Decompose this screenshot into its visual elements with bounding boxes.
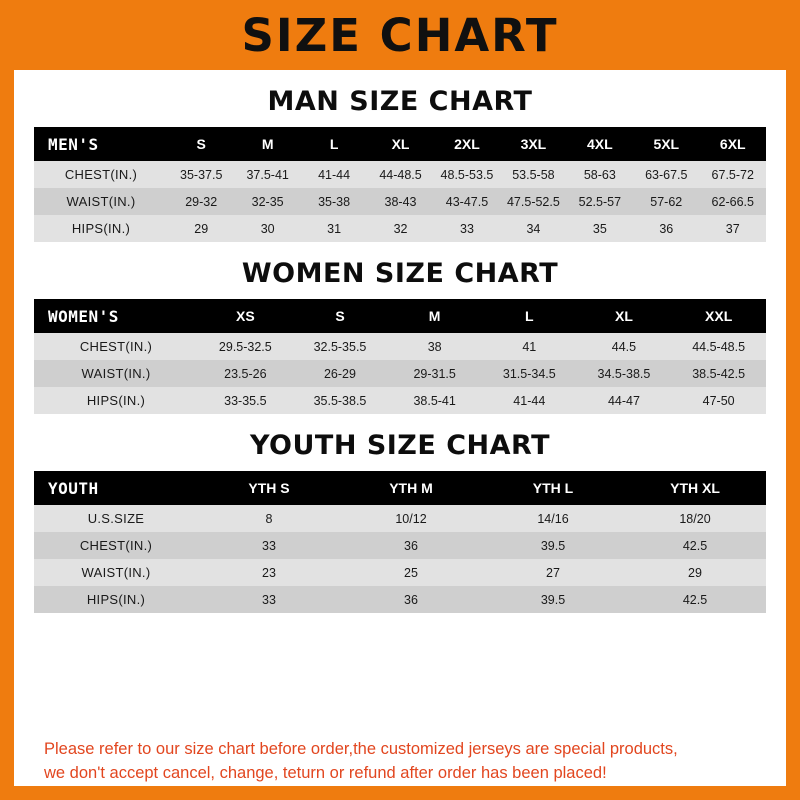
- table-row: [34, 586, 766, 613]
- women-header-xxl: XXL: [671, 299, 766, 333]
- youth-header-xl: YTH XL: [624, 471, 766, 505]
- table-cell: 42.5: [624, 532, 766, 559]
- table-header-row: [34, 471, 766, 505]
- men-table-header: [34, 127, 766, 161]
- table-cell: 38-43: [367, 188, 433, 215]
- table-cell: 8: [198, 505, 340, 532]
- youth-size-table: [34, 471, 766, 613]
- men-row-label-chest: CHEST(IN.): [34, 161, 168, 188]
- table-cell: 31.5-34.5: [482, 360, 577, 387]
- table-row: [34, 505, 766, 532]
- table-header-row: [34, 299, 766, 333]
- men-header-m: M: [234, 127, 300, 161]
- table-cell: 37.5-41: [234, 161, 300, 188]
- table-cell: 35.5-38.5: [293, 387, 388, 414]
- women-table-header: [34, 299, 766, 333]
- table-cell: 41: [482, 333, 577, 360]
- men-header-l: L: [301, 127, 367, 161]
- table-cell: 23.5-26: [198, 360, 293, 387]
- table-cell: 35-38: [301, 188, 367, 215]
- table-cell: 44.5-48.5: [671, 333, 766, 360]
- women-table-body: [34, 333, 766, 414]
- table-cell: 27: [482, 559, 624, 586]
- page-title: SIZE CHART: [241, 8, 559, 62]
- table-cell: 44.5: [577, 333, 672, 360]
- table-cell: 32: [367, 215, 433, 242]
- banner: [0, 0, 800, 70]
- table-cell: 36: [340, 586, 482, 613]
- table-row: [34, 559, 766, 586]
- youth-row-label-waist: WAIST(IN.): [34, 559, 198, 586]
- men-table-body: [34, 161, 766, 242]
- women-row-label-waist: WAIST(IN.): [34, 360, 198, 387]
- women-header-xl: XL: [577, 299, 672, 333]
- table-cell: 58-63: [567, 161, 633, 188]
- table-cell: 25: [340, 559, 482, 586]
- table-cell: 23: [198, 559, 340, 586]
- women-row-label-hips: HIPS(IN.): [34, 387, 198, 414]
- table-cell: 39.5: [482, 532, 624, 559]
- table-cell: 48.5-53.5: [434, 161, 500, 188]
- table-cell: 44-47: [577, 387, 672, 414]
- women-header-l: L: [482, 299, 577, 333]
- table-cell: 35: [567, 215, 633, 242]
- table-cell: 35-37.5: [168, 161, 234, 188]
- men-header-4xl: 4XL: [567, 127, 633, 161]
- table-cell: 34.5-38.5: [577, 360, 672, 387]
- table-cell: 38: [387, 333, 482, 360]
- women-header-m: M: [387, 299, 482, 333]
- table-cell: 47.5-52.5: [500, 188, 566, 215]
- men-header-s: S: [168, 127, 234, 161]
- table-cell: 36: [633, 215, 699, 242]
- men-header-label: MEN'S: [34, 127, 168, 161]
- table-cell: 29.5-32.5: [198, 333, 293, 360]
- table-cell: 57-62: [633, 188, 699, 215]
- table-cell: 33: [434, 215, 500, 242]
- table-row: [34, 188, 766, 215]
- bottom-accent-bar: [0, 786, 800, 800]
- table-cell: 18/20: [624, 505, 766, 532]
- youth-section-title: YOUTH SIZE CHART: [249, 430, 551, 461]
- table-cell: 33: [198, 586, 340, 613]
- table-cell: 53.5-58: [500, 161, 566, 188]
- table-cell: 29-31.5: [387, 360, 482, 387]
- youth-row-label-ussize: U.S.SIZE: [34, 505, 198, 532]
- table-cell: 62-66.5: [700, 188, 767, 215]
- youth-header-s: YTH S: [198, 471, 340, 505]
- table-cell: 41-44: [301, 161, 367, 188]
- men-header-xl: XL: [367, 127, 433, 161]
- youth-header-label: YOUTH: [34, 471, 198, 505]
- men-header-2xl: 2XL: [434, 127, 500, 161]
- table-row: [34, 215, 766, 242]
- table-cell: 38.5-41: [387, 387, 482, 414]
- men-size-table: [34, 127, 766, 242]
- women-header-xs: XS: [198, 299, 293, 333]
- women-size-section: [14, 258, 786, 414]
- women-row-label-chest: CHEST(IN.): [34, 333, 198, 360]
- table-cell: 33-35.5: [198, 387, 293, 414]
- men-header-5xl: 5XL: [633, 127, 699, 161]
- table-cell: 29-32: [168, 188, 234, 215]
- table-row: [34, 360, 766, 387]
- table-cell: 26-29: [293, 360, 388, 387]
- table-row: [34, 333, 766, 360]
- table-cell: 32-35: [234, 188, 300, 215]
- men-size-section: [14, 86, 786, 242]
- youth-table-header: [34, 471, 766, 505]
- table-cell: 30: [234, 215, 300, 242]
- youth-size-section: [14, 430, 786, 613]
- table-cell: 47-50: [671, 387, 766, 414]
- table-cell: 39.5: [482, 586, 624, 613]
- women-size-table: [34, 299, 766, 414]
- women-header-s: S: [293, 299, 388, 333]
- table-cell: 44-48.5: [367, 161, 433, 188]
- men-row-label-hips: HIPS(IN.): [34, 215, 168, 242]
- table-cell: 42.5: [624, 586, 766, 613]
- youth-row-label-chest: CHEST(IN.): [34, 532, 198, 559]
- men-row-label-waist: WAIST(IN.): [34, 188, 168, 215]
- men-header-6xl: 6XL: [700, 127, 767, 161]
- table-row: [34, 161, 766, 188]
- table-cell: 63-67.5: [633, 161, 699, 188]
- table-cell: 37: [700, 215, 767, 242]
- youth-row-label-hips: HIPS(IN.): [34, 586, 198, 613]
- table-cell: 38.5-42.5: [671, 360, 766, 387]
- table-row: [34, 532, 766, 559]
- table-header-row: [34, 127, 766, 161]
- table-cell: 34: [500, 215, 566, 242]
- table-cell: 67.5-72: [700, 161, 767, 188]
- table-cell: 29: [624, 559, 766, 586]
- women-section-title: WOMEN SIZE CHART: [241, 258, 559, 289]
- table-cell: 31: [301, 215, 367, 242]
- men-header-3xl: 3XL: [500, 127, 566, 161]
- table-cell: 32.5-35.5: [293, 333, 388, 360]
- footer-line-2: we don't accept cancel, change, teturn or refund after order has been placed!: [44, 764, 607, 783]
- footer-line-1: Please refer to our size chart before order,the customized jerseys are special products,: [44, 740, 678, 759]
- table-cell: 29: [168, 215, 234, 242]
- table-row: [34, 387, 766, 414]
- table-cell: 41-44: [482, 387, 577, 414]
- table-cell: 36: [340, 532, 482, 559]
- youth-table-body: [34, 505, 766, 613]
- table-cell: 10/12: [340, 505, 482, 532]
- youth-header-m: YTH M: [340, 471, 482, 505]
- table-cell: 14/16: [482, 505, 624, 532]
- men-section-title: MAN SIZE CHART: [267, 86, 533, 117]
- youth-header-l: YTH L: [482, 471, 624, 505]
- table-cell: 43-47.5: [434, 188, 500, 215]
- table-cell: 33: [198, 532, 340, 559]
- table-cell: 52.5-57: [567, 188, 633, 215]
- women-header-label: WOMEN'S: [34, 299, 198, 333]
